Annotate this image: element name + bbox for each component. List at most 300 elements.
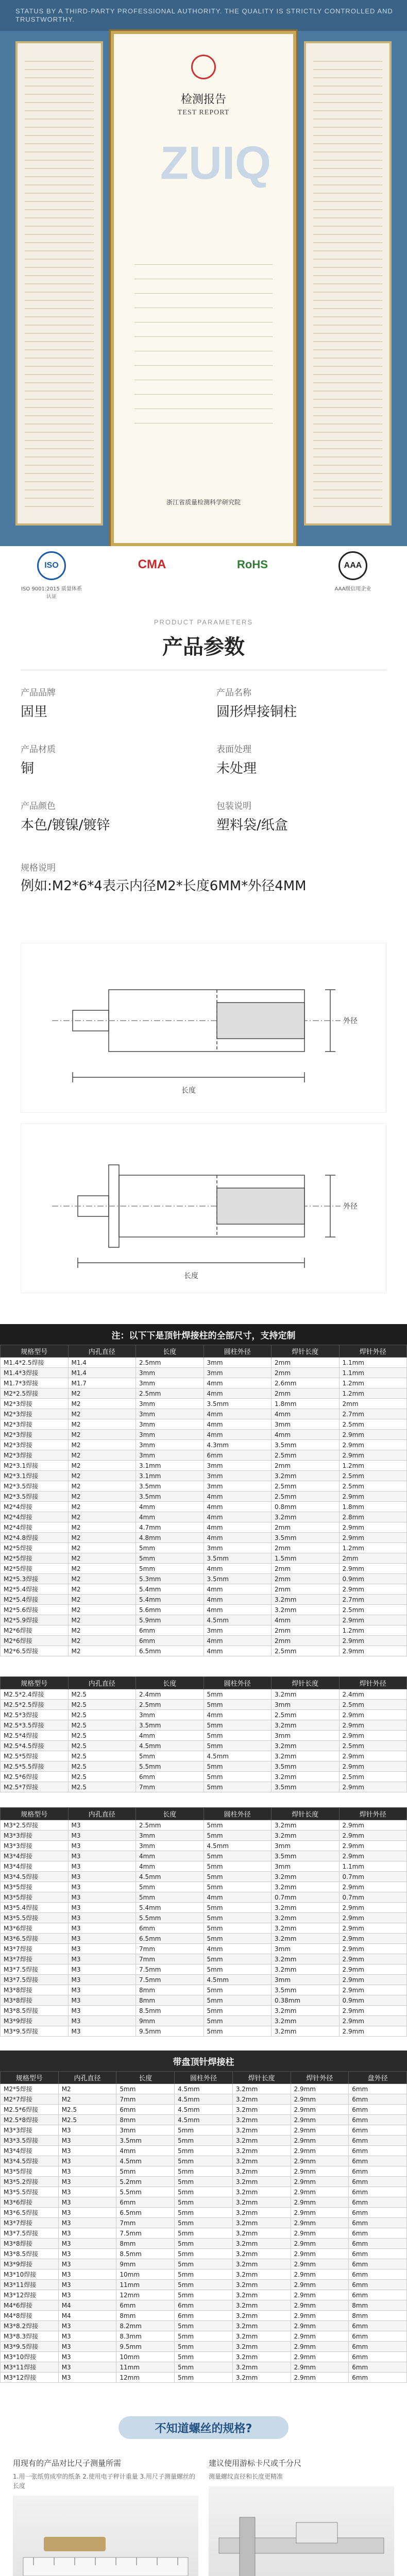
table-cell: 3.2mm [232,2094,291,2105]
table-cell: 4mm [204,1710,272,1720]
table-row [1,1564,407,1574]
table-cell: 8.5mm [136,2006,204,2016]
table-cell: 6.5mm [136,1934,204,1944]
table-cell: 6mm [204,1450,272,1461]
table-cell: 3.2mm [232,2300,291,2311]
table-row [1,1700,407,1710]
table-cell: 6.5mm [116,2208,175,2218]
table-row [1,1605,407,1615]
table-cell: 4mm [204,1636,272,1646]
table-cell: 5mm [175,2166,233,2177]
table-cell: M2 [68,1502,136,1512]
table-cell: 2.9mm [339,1851,407,1861]
table-cell: M3 [68,1964,136,1975]
table-cell: 2.9mm [339,1564,407,1574]
table-cell: 2.9mm [339,1720,407,1731]
table-cell: 2.9mm [339,1841,407,1851]
table-cell: M3*9.5焊接 [1,2026,69,2037]
table-cell: 2mm [272,1368,340,1378]
table-cell: 1.8mm [339,1502,407,1512]
params-title-en: PRODUCT PARAMETERS [154,618,253,626]
table-cell: M2*5.4焊接 [1,1584,69,1595]
table-cell: 3.2mm [272,1913,340,1923]
table-row [1,1419,407,1430]
table-cell: 2.9mm [339,1492,407,1502]
params-title: 产品参数 [162,635,245,659]
table-row [1,1923,407,1934]
table-cell: M4 [58,2300,116,2311]
table-notice: 注：以下下是顶针焊接柱的全部尺寸，支持定制 [0,1324,407,1345]
table-cell: M2*5焊接 [1,1543,69,1553]
table-cell: M3 [68,1892,136,1903]
table-cell: M2 [68,1553,136,1564]
table-cell: M2.5*8焊接 [1,2115,59,2125]
table-cell: M2*3焊接 [1,1409,69,1419]
table-cell: 5mm [175,2269,233,2280]
table-cell: M2 [68,1574,136,1584]
table-cell: M3 [68,1882,136,1892]
table-cell: 3.2mm [232,2115,291,2125]
table-cell: 5mm [175,2342,233,2352]
table-cell: M3 [58,2197,116,2208]
table-cell: M2 [68,1625,136,1636]
table-cell: M3*8.3焊接 [1,2331,59,2342]
table-cell: 5mm [175,2156,233,2166]
table-row [1,1903,407,1913]
table-cell: M2*5焊接 [1,1553,69,1564]
table-row [1,1995,407,2006]
table-cell: 3.2mm [272,1820,340,1831]
table-cell: 3mm [272,1861,340,1872]
cert-banner [0,0,407,31]
table-cell: 4mm [272,1409,340,1419]
table-cell: 2.9mm [291,2352,349,2362]
table-cell: 2.9mm [339,1522,407,1533]
table-cell: M2.5 [68,1731,136,1741]
table-row [1,1954,407,1964]
table-cell: 6mm [136,1923,204,1934]
table-cell: 4.5mm [204,1615,272,1625]
table-cell: 2.9mm [339,1934,407,1944]
table-cell: M2*4焊接 [1,1502,69,1512]
table-cell: 2.9mm [291,2259,349,2269]
table-row [1,1481,407,1492]
column-header: 焊针外径 [339,1808,407,1820]
table-cell: 2.9mm [339,1646,407,1656]
table-row [1,2094,407,2105]
table-cell: 2.9mm [291,2156,349,2166]
table-cell: 2.9mm [291,2280,349,2290]
table-cell: 2.9mm [339,1985,407,1995]
tip-left-title: 用现有的产品对比尺子测量所需 [13,2459,122,2468]
spec-table-2 [0,1676,407,1792]
table-cell: 2.9mm [339,1964,407,1975]
table4-title: 带盘顶针焊接柱 [0,2050,407,2071]
cert-frame-right [304,41,392,526]
table-cell: 3.2mm [272,1595,340,1605]
table-cell: 3mm [136,1378,204,1388]
table-cell: 5mm [175,2249,233,2259]
table-row [1,2177,407,2187]
table-cell: M2*5焊接 [1,2084,59,2094]
table-cell: M3 [58,2372,116,2383]
table-cell: 2.9mm [291,2249,349,2259]
table-cell: M2.5*3.5焊接 [1,1720,69,1731]
table-cell: M3*6.5焊接 [1,2208,59,2218]
column-header: 规格型号 [1,2072,59,2084]
table-cell: 3mm [272,1419,340,1430]
table-row [1,2125,407,2136]
table-cell: 1.5mm [272,1553,340,1564]
table-cell: 12mm [116,2372,175,2383]
table-cell: 3.2mm [232,2146,291,2156]
table-cell: 8mm [116,2239,175,2249]
table-cell: 8mm [116,2115,175,2125]
table-cell: M3*3焊接 [1,2125,59,2136]
table-cell: M2*5.3焊接 [1,1574,69,1584]
table-row [1,2311,407,2321]
table-cell: 3mm [204,1358,272,1368]
table-cell: 4mm [204,1605,272,1615]
param-label: 包装说明 [216,801,251,811]
table-cell: 3.2mm [232,2331,291,2342]
table-cell: 2.9mm [339,1903,407,1913]
table-cell: 6mm [349,2321,407,2331]
table-cell: 4mm [204,1512,272,1522]
table-cell: 5mm [116,2166,175,2177]
table-cell: M2*4焊接 [1,1522,69,1533]
table-cell: 2.5mm [272,1481,340,1492]
table-cell: 3.2mm [232,2321,291,2331]
table-cell: 6mm [136,1772,204,1782]
table-cell: 2.9mm [339,1913,407,1923]
table-cell: 3.2mm [232,2177,291,2187]
table-cell: 2.9mm [339,1450,407,1461]
cert-main-frame [111,31,296,546]
table-cell: 5mm [204,1831,272,1841]
table-cell: 2.9mm [291,2166,349,2177]
column-header: 盘外径 [349,2072,407,2084]
table-cell: 2.9mm [291,2300,349,2311]
table-row [1,2006,407,2016]
table-row [1,1892,407,1903]
table-cell: 4mm [204,1430,272,1440]
table-cell: 2.9mm [291,2331,349,2342]
table-cell: M2*3焊接 [1,1419,69,1430]
table-cell: 3.2mm [232,2156,291,2166]
table-cell: 4mm [204,1892,272,1903]
table-cell: 5mm [175,2218,233,2228]
table-cell: M3*10焊接 [1,2269,59,2280]
table-cell: 5mm [204,1731,272,1741]
table-cell: M1.4*3焊接 [1,1368,69,1378]
table-cell: 2.9mm [291,2269,349,2280]
table-cell: 8.2mm [116,2321,175,2331]
table-cell: 5mm [204,1720,272,1731]
table-cell: M3 [58,2280,116,2290]
table-cell: M2*5.9焊接 [1,1615,69,1625]
table-cell: M3 [68,2026,136,2037]
table-row [1,1471,407,1481]
table-row [1,2249,407,2259]
table-cell: 3mm [136,1399,204,1409]
table-row [1,1543,407,1553]
table-cell: M3 [58,2352,116,2362]
table-cell: 6mm [116,2105,175,2115]
table-cell: M2 [68,1512,136,1522]
table-cell: M3*7焊接 [1,2218,59,2228]
table-cell: 3.2mm [272,1605,340,1615]
table-cell: 3.5mm [204,1574,272,1584]
table-cell: 5mm [204,1851,272,1861]
table-cell: 5mm [204,1964,272,1975]
table-cell: 6mm [349,2362,407,2372]
table-row [1,1574,407,1584]
aaa-icon: AAA [338,551,367,580]
table-cell: 2mm [272,1625,340,1636]
cert-badges [0,546,407,603]
table-cell: 3mm [136,1450,204,1461]
table-cell: 4mm [204,1646,272,1656]
table-cell: 4.5mm [175,2115,233,2125]
table-row [1,2372,407,2383]
table-cell: M2.5*4焊接 [1,1731,69,1741]
table-cell: 2.5mm [339,1700,407,1710]
table-cell: 4mm [204,1502,272,1512]
table-cell: 4mm [136,1502,204,1512]
table-cell: M3 [68,1872,136,1882]
table-cell: M3 [58,2249,116,2259]
table-cell: 7.5mm [136,1964,204,1975]
drawing-length-label: 长度 [181,1087,196,1095]
table-cell: 2mm [339,1399,407,1409]
table-cell: 3mm [204,1543,272,1553]
table-row [1,2136,407,2146]
table-cell: M3 [58,2228,116,2239]
table-cell: 5mm [175,2280,233,2290]
table-cell: 6mm [349,2218,407,2228]
table-cell: 2.9mm [291,2197,349,2208]
table-cell: M2 [58,2094,116,2105]
table-cell: 6mm [349,2331,407,2342]
table-cell: 3.2mm [272,1689,340,1700]
table-cell: 5mm [204,1954,272,1964]
table-cell: 3.2mm [272,2016,340,2026]
table-row [1,1368,407,1378]
table-cell: M3 [68,1985,136,1995]
table-cell: 3mm [204,1625,272,1636]
table-cell: 7.5mm [116,2228,175,2239]
table-cell: 3.2mm [232,2187,291,2197]
table-cell: 5mm [204,1923,272,1934]
tip-left [13,2458,198,2576]
table-cell: 3.5mm [272,1851,340,1861]
table-cell: 1.2mm [339,1388,407,1399]
column-header: 圆柱外径 [204,1345,272,1358]
badge-cma [121,551,183,598]
table-row [1,1944,407,1954]
param-value: 本色/镀镍/镀锌 [21,818,110,833]
table-cell: 3.2mm [272,1964,340,1975]
table-cell: M2 [68,1492,136,1502]
table-cell: 2.9mm [339,1831,407,1841]
column-header: 内孔直径 [68,1677,136,1689]
product-parameters [0,603,407,1324]
table-cell: M2 [68,1450,136,1461]
table-cell: M3 [58,2290,116,2300]
table-cell: M4*6焊接 [1,2300,59,2311]
table-cell: 6mm [349,2372,407,2383]
table-cell: M3 [68,1934,136,1944]
table-row [1,1440,407,1450]
table-cell: 2.5mm [136,1388,204,1399]
table-cell: 3mm [136,1409,204,1419]
table-row [1,1625,407,1636]
table-cell: 5mm [204,1934,272,1944]
table-cell: M2 [68,1461,136,1471]
table-row [1,1533,407,1543]
certificate-section [0,0,407,577]
table-cell: 5mm [136,1892,204,1903]
table-cell: 1.1mm [339,1368,407,1378]
drawing-length-label: 长度 [184,1272,198,1280]
table-cell: 8mm [136,1985,204,1995]
table-cell: 8mm [136,1995,204,2006]
param-label: 产品品牌 [21,688,56,698]
table-row [1,2280,407,2290]
table-row [1,2156,407,2166]
table-cell: 5mm [136,1751,204,1761]
table-cell: M2*3.1焊接 [1,1461,69,1471]
table-row [1,1378,407,1388]
table-cell: 3.2mm [272,2006,340,2016]
table-cell: 6mm [349,2290,407,2300]
table-cell: 3.2mm [272,2026,340,2037]
table-cell: 3.2mm [232,2352,291,2362]
table-cell: 5mm [175,2290,233,2300]
table-row [1,2228,407,2239]
table-cell: 5mm [175,2352,233,2362]
table-row [1,2197,407,2208]
spec-label: 规格说明 [21,863,56,873]
table-row [1,1985,407,1995]
table-cell: M2.5*4.5焊接 [1,1741,69,1751]
table-cell: 6mm [349,2187,407,2197]
tip-left-image [13,2496,198,2576]
table-cell: 2mm [272,1574,340,1584]
table-cell: M2*4焊接 [1,1512,69,1522]
table-row [1,1913,407,1923]
table-cell: 11mm [116,2280,175,2290]
column-header: 内孔直径 [68,1808,136,1820]
table-row [1,1615,407,1625]
table-cell: 5mm [175,2228,233,2239]
table-row [1,1882,407,1892]
table-cell: 2mm [272,1522,340,1533]
badge-caption: AAA级信用企业 [334,586,371,592]
table-cell: 5mm [204,2016,272,2026]
table-cell: M2 [68,1636,136,1646]
table-cell: 8mm [349,2300,407,2311]
table-cell: 3.2mm [272,1772,340,1782]
table-cell: M2 [68,1388,136,1399]
table-row [1,1751,407,1761]
column-header: 长度 [136,1677,204,1689]
table-row [1,2115,407,2125]
table-cell: 3mm [116,2125,175,2136]
table-cell: 2.9mm [339,1731,407,1741]
param-brand [21,685,56,720]
column-header: 规格型号 [1,1677,69,1689]
table-cell: 2.9mm [339,1882,407,1892]
table-cell: 3mm [136,1419,204,1430]
table-cell: 0.38mm [272,1995,340,2006]
table-row [1,2218,407,2228]
table-cell: 5.5mm [116,2187,175,2197]
table-row [1,2331,407,2342]
table-cell: M2*3.5焊接 [1,1492,69,1502]
table-cell: 3.2mm [232,2239,291,2249]
cert-banner-text: STATUS BY A THIRD-PARTY PROFESSIONAL AUTHORITY. THE QUALITY IS STRICTLY CONTROLLED AND TRUSTWORTHY. [15,7,393,23]
table-cell: 2.5mm [272,1450,340,1461]
table-cell: 2mm [272,1358,340,1368]
table-cell: M4 [58,2311,116,2321]
table-cell: M2.5*3焊接 [1,1710,69,1720]
table-cell: 5mm [204,1820,272,1831]
table-row [1,2208,407,2218]
table-cell: 2.9mm [339,1710,407,1720]
table-cell: 9.5mm [116,2342,175,2352]
table-cell: 3.2mm [232,2136,291,2146]
table-cell: M3*12焊接 [1,2290,59,2300]
table-cell: 4mm [204,1533,272,1543]
table-cell: 2.5mm [339,1481,407,1492]
table-cell: 3.5mm [204,1553,272,1564]
table-row [1,2026,407,2037]
table-cell: 5.6mm [136,1605,204,1615]
cert-rows [134,250,273,423]
table-row [1,1831,407,1841]
table-cell: M3 [68,1861,136,1872]
table-cell: 3.2mm [232,2166,291,2177]
table-cell: 6mm [136,1625,204,1636]
table-cell: M3*8.2焊接 [1,2321,59,2331]
table-cell: 3.2mm [232,2228,291,2239]
table-cell: M3*8.5焊接 [1,2006,69,2016]
table-cell: 4mm [136,1851,204,1861]
table-cell: 6mm [349,2352,407,2362]
table-cell: M2*6.5焊接 [1,1646,69,1656]
table-cell: 2.9mm [339,1761,407,1772]
table-cell: M4*8焊接 [1,2311,59,2321]
table-cell: 3.2mm [272,1954,340,1964]
technical-drawing-2 [21,1123,386,1293]
column-header: 长度 [136,1345,204,1358]
table-cell: 6.5mm [136,1646,204,1656]
table-cell: 2.9mm [291,2125,349,2136]
table-cell: 5.3mm [136,1574,204,1584]
table-cell: 7mm [136,1782,204,1792]
table-cell: 7.5mm [136,1975,204,1985]
table-cell: 6mm [349,2125,407,2136]
table-row [1,1522,407,1533]
table-cell: M2 [68,1522,136,1533]
table-row [1,2084,407,2094]
table-cell: M3 [68,1944,136,1954]
table-cell: 2.9mm [339,2026,407,2037]
table-cell: 2.9mm [291,2321,349,2331]
table-cell: 2.9mm [291,2084,349,2094]
